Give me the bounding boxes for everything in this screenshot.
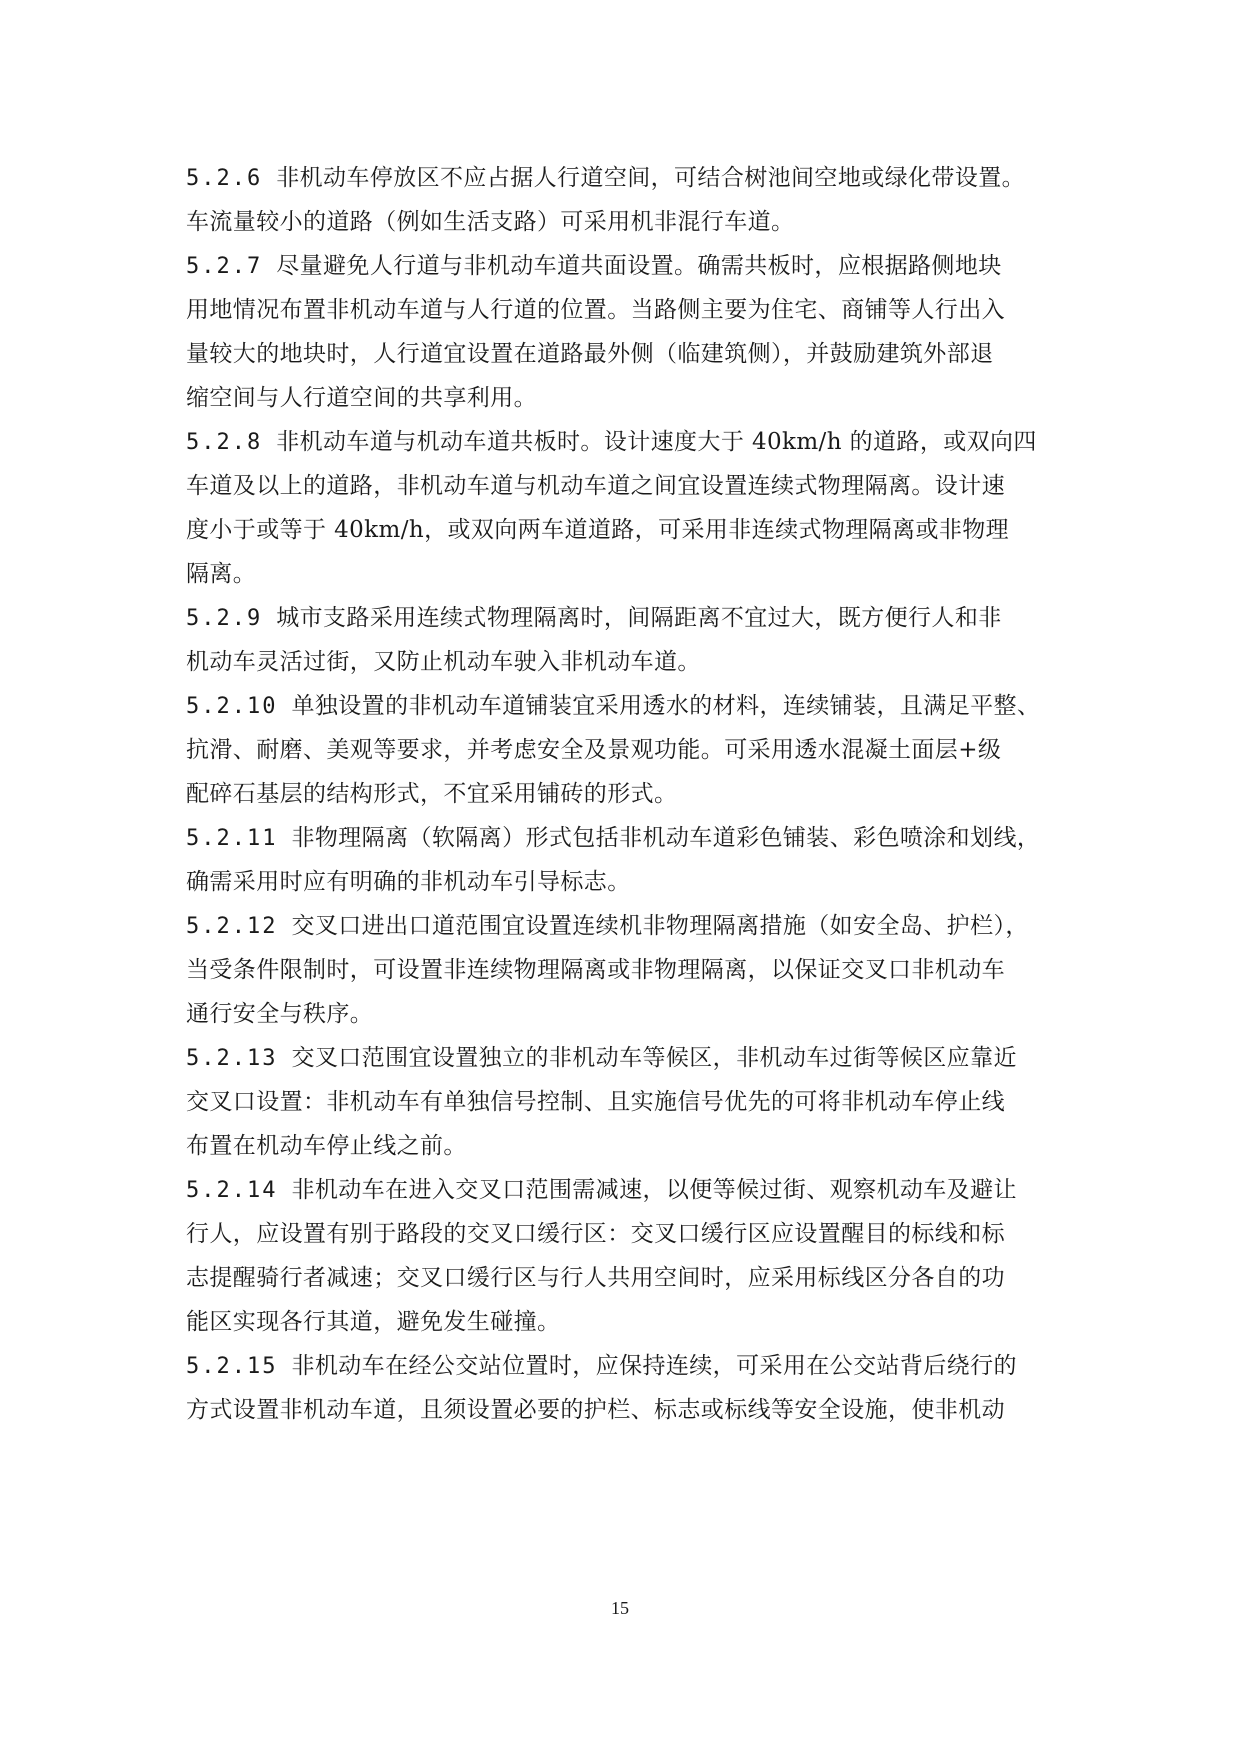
- section-5-2-6-line-1: [186, 156, 1025, 200]
- clause-text: 用地情况布置非机动车道与人行道的位置。当路侧主要为住宅、商铺等人行出入: [186, 297, 1005, 323]
- clause-text: 确需采用时应有明确的非机动车引导标志。: [186, 869, 631, 895]
- section-5-2-10-line-2: [186, 728, 1001, 772]
- clause-text: 当受条件限制时，可设置非连续物理隔离或非物理隔离，以保证交叉口非机动车: [186, 957, 1005, 983]
- section-5-2-11-line-1: [186, 816, 1040, 860]
- clause-text: 车流量较小的道路（例如生活支路）可采用机非混行车道。: [186, 209, 795, 235]
- clause-text: 机动车灵活过街，又防止机动车驶入非机动车道。: [186, 649, 701, 675]
- section-5-2-13-line-2: [186, 1080, 1005, 1124]
- clause-text: 非物理隔离（软隔离）形式包括非机动车道彩色铺装、彩色喷涂和划线，: [291, 825, 1041, 851]
- section-5-2-7-line-1: [186, 244, 1002, 288]
- clause-text: 量较大的地块时，人行道宜设置在道路最外侧（临建筑侧），并鼓励建筑外部退: [186, 341, 994, 367]
- section-5-2-13-line-3: [186, 1124, 467, 1168]
- section-5-2-12-line-3: [186, 992, 373, 1036]
- clause-text: 志提醒骑行者减速；交叉口缓行区与行人共用空间时，应采用标线区分各自的功: [186, 1265, 1005, 1291]
- section-number: 5.2.13: [186, 1046, 278, 1071]
- clause-text: 布置在机动车停止线之前。: [186, 1133, 467, 1159]
- clause-text: 尽量避免人行道与非机动车道共面设置。确需共板时，应根据路侧地块: [276, 253, 1002, 279]
- section-5-2-6-line-2: [186, 200, 794, 244]
- section-number: 5.2.15: [186, 1354, 278, 1379]
- clause-text: 非机动车在经公交站位置时，应保持连续，可采用在公交站背后绕行的: [291, 1353, 1017, 1379]
- section-5-2-14-line-1: [186, 1168, 1017, 1212]
- section-number: 5.2.11: [186, 826, 278, 851]
- clause-text: 非机动车在进入交叉口范围需减速，以便等候过街、观察机动车及避让: [291, 1177, 1017, 1203]
- section-5-2-7-line-4: [186, 376, 537, 420]
- section-5-2-7-line-2: [186, 288, 1005, 332]
- clause-text: 车道及以上的道路，非机动车道与机动车道之间宜设置连续式物理隔离。设计速: [186, 473, 1005, 499]
- clause-text: 缩空间与人行道空间的共享利用。: [186, 385, 537, 411]
- clause-text: 方式设置非机动车道，且须设置必要的护栏、标志或标线等安全设施，使非机动: [186, 1397, 1005, 1423]
- section-5-2-15-line-2: [186, 1388, 1005, 1432]
- section-number: 5.2.14: [186, 1178, 278, 1203]
- section-5-2-14-line-4: [186, 1300, 560, 1344]
- section-5-2-15-line-1: [186, 1344, 1017, 1388]
- clause-text: 通行安全与秩序。: [186, 1001, 374, 1027]
- section-5-2-9-line-2: [186, 640, 701, 684]
- section-number: 5.2.8: [186, 430, 263, 455]
- section-5-2-9-line-1: [186, 596, 1002, 640]
- section-5-2-11-line-2: [186, 860, 631, 904]
- section-number: 5.2.10: [186, 694, 278, 719]
- clause-text: 能区实现各行其道，避免发生碰撞。: [186, 1309, 561, 1335]
- page-number: 15: [611, 1598, 629, 1618]
- section-5-2-8-line-4: [186, 552, 256, 596]
- clause-text: 交叉口设置：非机动车有单独信号控制、且实施信号优先的可将非机动车停止线: [186, 1089, 1005, 1115]
- section-5-2-12-line-2: [186, 948, 1005, 992]
- section-5-2-13-line-1: [186, 1036, 1017, 1080]
- clause-text: 非机动车道与机动车道共板时。设计速度大于 40km/h 的道路，或双向四: [276, 429, 1037, 455]
- section-5-2-10-line-1: [186, 684, 1040, 728]
- section-5-2-8-line-1: [186, 420, 1037, 464]
- clause-text: 交叉口范围宜设置独立的非机动车等候区，非机动车过街等候区应靠近: [291, 1045, 1017, 1071]
- section-5-2-10-line-3: [186, 772, 677, 816]
- section-5-2-14-line-3: [186, 1256, 1005, 1300]
- section-number: 5.2.9: [186, 606, 263, 631]
- section-5-2-8-line-2: [186, 464, 1005, 508]
- clause-text: 城市支路采用连续式物理隔离时，间隔距离不宜过大，既方便行人和非: [276, 605, 1002, 631]
- section-5-2-7-line-3: [186, 332, 994, 376]
- clause-text: 单独设置的非机动车道铺装宜采用透水的材料，连续铺装，且满足平整、: [291, 693, 1041, 719]
- section-number: 5.2.6: [186, 166, 263, 191]
- section-number: 5.2.12: [186, 914, 278, 939]
- section-5-2-12-line-1: [186, 904, 1029, 948]
- clause-text: 抗滑、耐磨、美观等要求，并考虑安全及景观功能。可采用透水混凝土面层+级: [186, 737, 1002, 763]
- clause-text: 配碎石基层的结构形式，不宜采用铺砖的形式。: [186, 781, 678, 807]
- clause-text: 度小于或等于 40km/h，或双向两车道道路，可采用非连续式物理隔离或非物理: [186, 517, 1010, 543]
- clause-text: 行人，应设置有别于路段的交叉口缓行区：交叉口缓行区应设置醒目的标线和标: [186, 1221, 1005, 1247]
- clause-text: 隔离。: [186, 561, 257, 587]
- clause-text: 交叉口进出口道范围宜设置连续机非物理隔离措施（如安全岛、护栏），: [291, 913, 1029, 939]
- section-5-2-14-line-2: [186, 1212, 1005, 1256]
- clause-text: 非机动车停放区不应占据人行道空间，可结合树池间空地或绿化带设置。: [276, 165, 1026, 191]
- section-5-2-8-line-3: [186, 508, 1009, 552]
- section-number: 5.2.7: [186, 254, 263, 279]
